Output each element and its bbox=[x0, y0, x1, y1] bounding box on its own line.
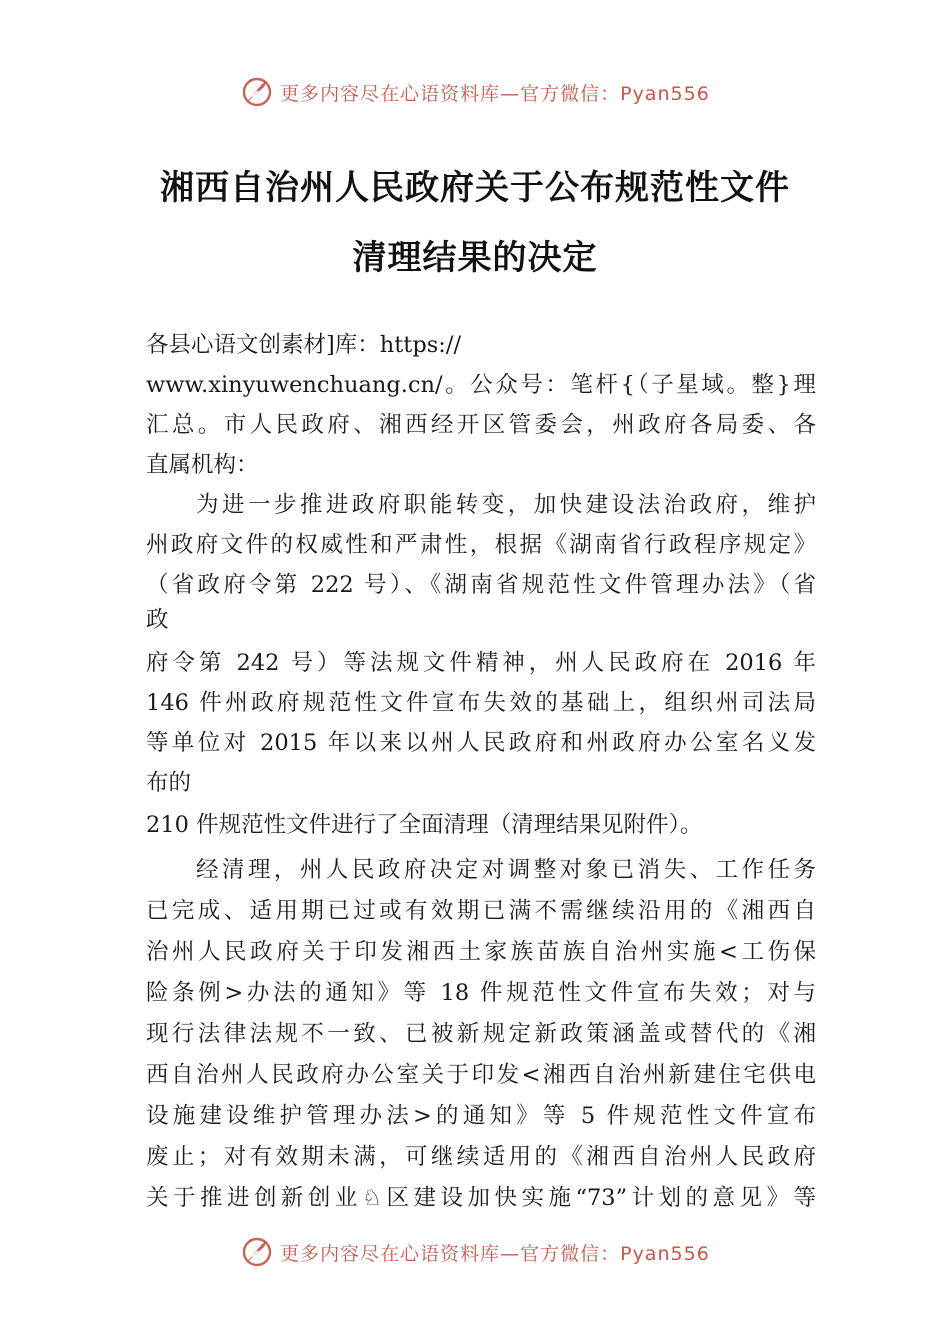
body-line: 布的 bbox=[146, 770, 192, 796]
body-line: 210 件规范性文件进行了全面清理（清理结果见附件）。 bbox=[146, 812, 703, 838]
watermark-text: 更多内容尽在心语资料库—官方微信：Pyan556 bbox=[280, 82, 710, 105]
body-line: 州政府文件的权威性和严肃性，根据《湖南省行政程序规定》 bbox=[146, 532, 816, 558]
body-line: 146 件州政府规范性文件宣布失效的基础上，组织州司法局 bbox=[146, 690, 816, 716]
body-line: 经清理，州人民政府决定对调整对象已消失、工作任务 bbox=[196, 857, 816, 883]
body-line: 为进一步推进政府职能转变，加快建设法治政府，维护 bbox=[196, 492, 816, 518]
body-line: 汇总。市人民政府、湘西经开区管委会，州政府各局委、各 bbox=[146, 412, 816, 438]
watermark-text: 更多内容尽在心语资料库—官方微信：Pyan556 bbox=[280, 1242, 710, 1265]
body-line: 直属机构： bbox=[146, 452, 259, 478]
quill-pen-logo-icon bbox=[240, 75, 274, 109]
body-line: 府令第 242 号）等法规文件精神，州人民政府在 2016 年 bbox=[146, 650, 816, 676]
body-line: www.xinyuwenchuang.cn/。公众号：笔杆{（子星域。整}理 bbox=[146, 372, 816, 398]
body-line: 西自治州人民政府办公室关于印发<湘西自治州新建住宅供电 bbox=[146, 1062, 816, 1088]
watermark-banner-bottom bbox=[0, 1232, 950, 1272]
body-line: 已完成、适用期已过或有效期已满不需继续沿用的《湘西自 bbox=[146, 898, 816, 924]
body-line: 废止；对有效期未满，可继续适用的《湘西自治州人民政府 bbox=[146, 1144, 816, 1170]
body-line: 各县心语文创素材]库：https:// bbox=[146, 332, 462, 358]
body-line: 设施建设维护管理办法>的通知》等 5 件规范性文件宣布 bbox=[146, 1103, 816, 1129]
body-line: 政 bbox=[146, 607, 169, 633]
body-line: 治州人民政府关于印发湘西土家族苗族自治州实施<工伤保 bbox=[146, 939, 816, 965]
body-line: 关于推进创新创业♘区建设加快实施“73”计划的意见》等 bbox=[146, 1185, 816, 1211]
watermark-banner-top bbox=[0, 72, 950, 112]
body-line: 险条例>办法的通知》等 18 件规范性文件宣布失效；对与 bbox=[146, 980, 816, 1006]
document-title-line-1: 湘西自治州人民政府关于公布规范性文件 bbox=[160, 168, 790, 208]
body-line: （省政府令第 222 号）、《湖南省规范性文件管理办法》（省 bbox=[146, 572, 816, 598]
body-line: 等单位对 2015 年以来以州人民政府和州政府办公室名义发 bbox=[146, 730, 816, 756]
quill-pen-logo-icon bbox=[240, 1235, 274, 1269]
body-line: 现行法律法规不一致、已被新规定新政策涵盖或替代的《湘 bbox=[146, 1021, 816, 1047]
document-title-line-2: 清理结果的决定 bbox=[352, 238, 598, 278]
